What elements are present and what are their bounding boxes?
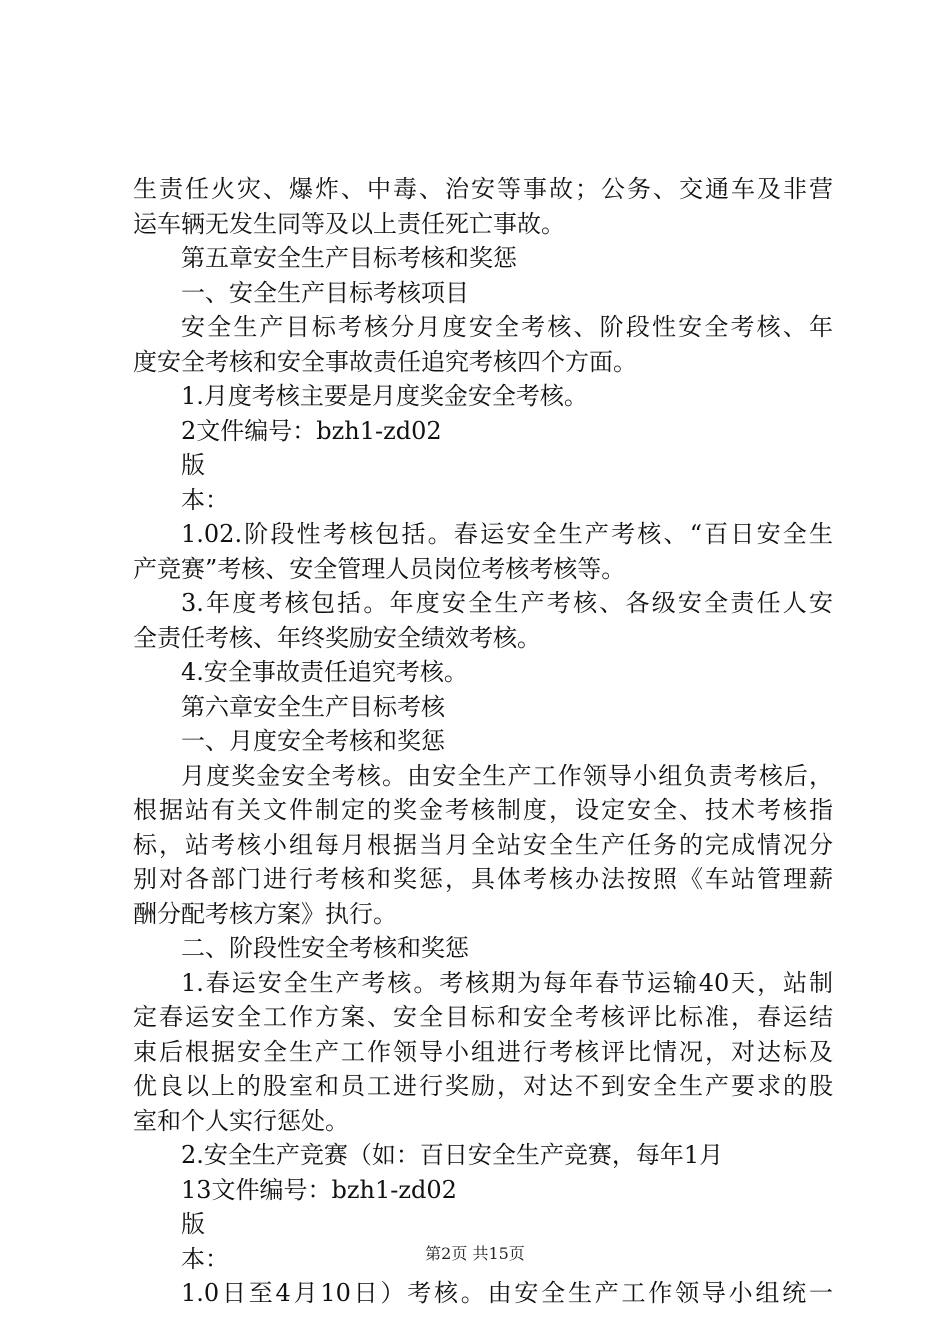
text-line: 室和个人实行惩处。 <box>133 1106 349 1135</box>
text-line: 根据站有关文件制定的奖金考核制度，设定安全、技术考核指 <box>133 796 833 824</box>
text-line: 1.春运安全生产考核。考核期为每年春节运输40天，站制 <box>181 968 833 997</box>
section-heading: 一、安全生产目标考核项目 <box>181 278 469 307</box>
text-line: 度安全考核和安全事故责任追究考核四个方面。 <box>133 347 637 376</box>
text-line: 3.年度考核包括。年度安全生产考核、各级安全责任人安 <box>181 589 833 617</box>
text-line: 全责任考核、年终奖励安全绩效考核。 <box>133 623 541 652</box>
text-line: 月度奖金安全考核。由安全生产工作领导小组负责考核后， <box>181 761 833 790</box>
text-line: 1.02.阶段性考核包括。春运安全生产考核、“百日安全生 <box>181 520 833 548</box>
text-line: 产竞赛”考核、安全管理人员岗位考核考核等。 <box>133 554 626 583</box>
document-number-line: 2文件编号：bzh1-zd02 <box>181 416 442 445</box>
text-line: 束后根据安全生产工作领导小组进行考核评比情况，对达标及 <box>133 1037 833 1066</box>
text-line: 定春运安全工作方案、安全目标和安全考核评比标准，春运结 <box>133 1003 833 1031</box>
text-line: 生责任火灾、爆炸、中毒、治安等事故；公务、交通车及非营 <box>133 175 833 203</box>
text-line: 安全生产目标考核分月度安全考核、阶段性安全考核、年 <box>181 313 833 341</box>
version-label: 版 <box>181 1210 205 1238</box>
document-body <box>133 172 833 1311</box>
text-line: 标，站考核小组每月根据当月全站安全生产任务的完成情况分 <box>133 830 833 859</box>
text-line: 优良以上的股室和员工进行奖励，对达不到安全生产要求的股 <box>133 1072 833 1100</box>
page-footer: 第2页 共15页 <box>425 1244 525 1263</box>
document-number-line: 13文件编号：bzh1-zd02 <box>181 1175 457 1204</box>
section-heading: 一、月度安全考核和奖惩 <box>181 727 445 755</box>
version-label: 本： <box>181 485 229 514</box>
text-line: 酬分配考核方案》执行。 <box>133 899 397 928</box>
text-line: 别对各部门进行考核和奖惩，具体考核办法按照《车站管理薪 <box>133 865 833 893</box>
text-line: 1.0日至4月10日）考核。由安全生产工作领导小组统一 <box>181 1279 833 1307</box>
chapter-heading: 第五章安全生产目标考核和奖惩 <box>181 244 517 272</box>
version-label: 本： <box>181 1244 229 1273</box>
chapter-heading: 第六章安全生产目标考核 <box>181 692 445 721</box>
text-line: 运车辆无发生同等及以上责任死亡事故。 <box>133 209 565 238</box>
text-line: 4.安全事故责任追究考核。 <box>181 658 468 686</box>
text-line: 2.安全生产竞赛（如：百日安全生产竞赛，每年1月 <box>181 1141 724 1169</box>
text-line: 1.月度考核主要是月度奖金安全考核。 <box>181 382 588 410</box>
section-heading: 二、阶段性安全考核和奖惩 <box>181 934 469 962</box>
version-label: 版 <box>181 451 205 479</box>
